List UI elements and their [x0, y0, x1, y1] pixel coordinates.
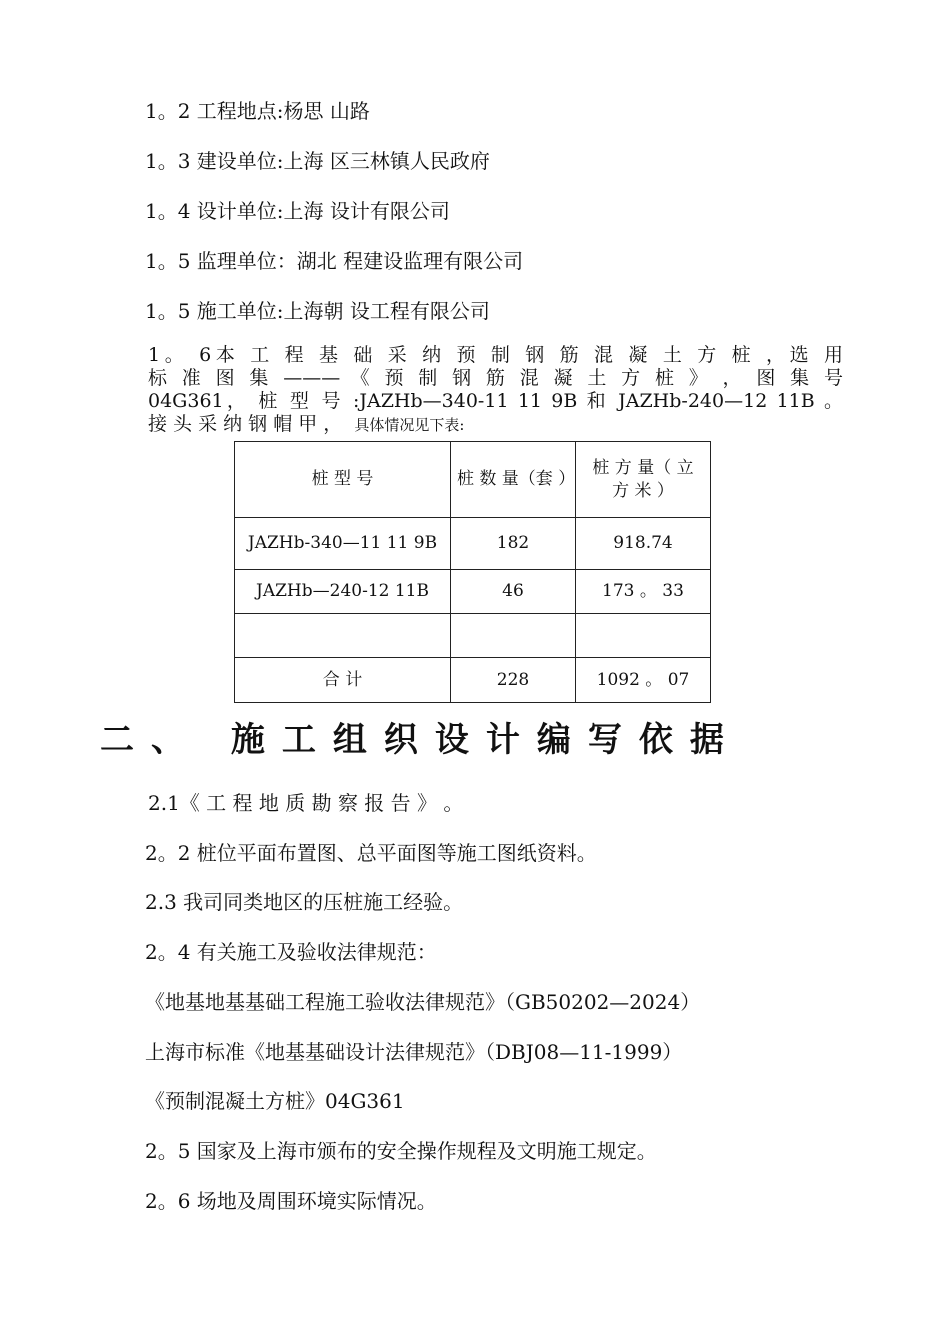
basis-regulations: 2。4 有关施工及验收法律规范： [145, 940, 437, 964]
table-cell: 46 [451, 570, 576, 614]
paragraph-line: 1。 6本 工 程 基 础 采 纳 预 制 钢 筋 混 凝 土 方 桩 ，选 用 [148, 344, 843, 366]
section-heading: 二、 施工组织设计编写依据 [100, 720, 741, 760]
table-cell: 182 [451, 518, 576, 570]
basis-experience: 2.3 我司同类地区的压桩施工经验。 [145, 890, 464, 914]
pile-description-paragraph [148, 344, 843, 437]
table-cell: JAZHb-340—11 11 9B [235, 518, 451, 570]
table-cell: 228 [451, 658, 576, 703]
regulation-ref: 《预制混凝土方桩》04G361 [145, 1089, 405, 1113]
basis-safety-rules: 2。5 国家及上海市颁布的安全操作规程及文明施工规定。 [145, 1139, 657, 1163]
table-cell: 合 计 [235, 658, 451, 703]
regulation-ref: 《地基地基基础工程施工验收法律规范》（GB50202—2024） [145, 990, 701, 1014]
table-row [235, 518, 711, 570]
supervision-unit: 1。5 监理单位：湖北 程建设监理有限公司 [145, 249, 524, 273]
table-cell: 173 。 33 [576, 570, 711, 614]
table-cell [451, 614, 576, 658]
contractor-unit: 1。5 施工单位:上海朝 设工程有限公司 [145, 299, 490, 323]
table-cell: 918.74 [576, 518, 711, 570]
header-cell: 桩 型 号 [235, 442, 451, 518]
paragraph-text: 接 头 采 纳 钢 帽 甲 ， [148, 413, 343, 435]
table-total-row [235, 658, 711, 703]
project-location: 1。2 工程地点:杨思 山路 [145, 99, 370, 123]
pile-table [234, 441, 711, 703]
basis-drawings: 2。2 桩位平面布置图、总平面图等施工图纸资料。 [145, 841, 597, 865]
paragraph-line: 标 准 图 集 ——— 《 预 制 钢 筋 混 凝 土 方 桩 》 ， 图 集 号 [148, 367, 843, 389]
table-cell [235, 614, 451, 658]
table-cell [576, 614, 711, 658]
basis-site-conditions: 2。6 场地及周围环境实际情况。 [145, 1189, 437, 1213]
table-cell: JAZHb—240-12 11B [235, 570, 451, 614]
basis-geology-report: 2.1《 工 程 地 质 勘 察 报 告 》 。 [148, 791, 464, 815]
header-cell: 桩 方 量（ 立 方 米 ） [576, 442, 711, 518]
design-unit: 1。4 设计单位:上海 设计有限公司 [145, 199, 450, 223]
table-cell: 1092 。 07 [576, 658, 711, 703]
paragraph-line: 04G361， 桩 型 号 :JAZHb—340-11 11 9B 和 JAZHb-240—12 11B 。 [148, 390, 843, 412]
construction-unit: 1。3 建设单位:上海 区三林镇人民政府 [145, 149, 490, 173]
paragraph-note: 具体情况见下表: [354, 416, 465, 434]
table-row [235, 614, 711, 658]
table-row [235, 570, 711, 614]
table-header-row [235, 442, 711, 518]
regulation-ref: 上海市标准《地基基础设计法律规范》（DBJ08—11-1999） [145, 1040, 683, 1064]
header-cell: 桩 数 量（套 ） [451, 442, 576, 518]
paragraph-line [148, 413, 843, 437]
